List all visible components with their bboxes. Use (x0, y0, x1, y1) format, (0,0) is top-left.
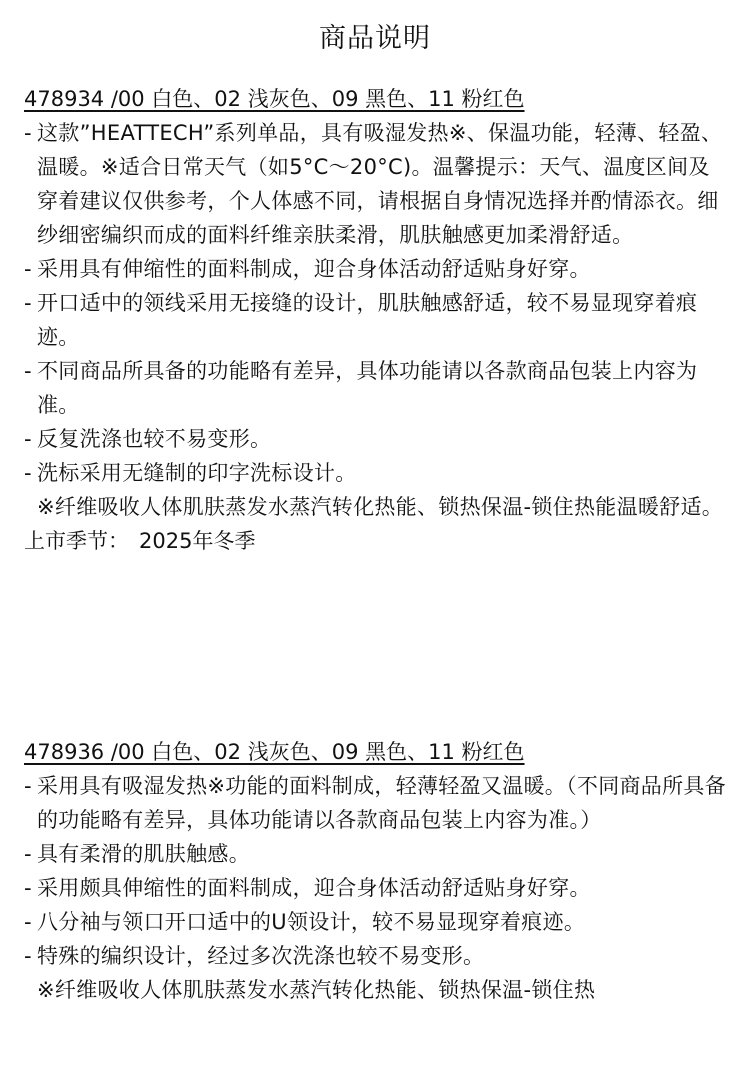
feature-text: 这款”HEATTECH”系列单品，具有吸湿发热※、保温功能，轻薄、轻盈、温暖。※适合日常天气（如5°C～20°C)。温馨提示：天气、温度区间及穿着建议仅供参考，个人体感不同，请根据自身情况选择并酌情添衣。细纱细密编织而成的面料纤维亲肤柔滑，肌肤触感更加柔滑舒适。 (37, 121, 723, 247)
feature-text: 洗标采用无缝制的印字洗标设计。 (37, 461, 357, 485)
feature-list (24, 769, 726, 973)
feature-item (24, 422, 726, 456)
feature-item (24, 939, 726, 973)
bullet-dash: - (24, 944, 32, 968)
bullet-dash: - (24, 910, 32, 934)
feature-text: 具有柔滑的肌肤触感。 (37, 842, 250, 866)
bullet-dash: - (24, 461, 32, 485)
feature-text: 采用具有吸湿发热※功能的面料制成，轻薄轻盈又温暖。（不同商品所具备的功能略有差异，具体功能请以各款商品包装上内容为准。） (37, 774, 726, 832)
feature-text: 开口适中的领线采用无接缝的设计，肌肤触感舒适，较不易显现穿着痕迹。 (37, 291, 698, 349)
bullet-dash: - (24, 359, 32, 383)
product-section-478934 (24, 82, 726, 558)
footnote-text: ※纤维吸收人体肌肤蒸发水蒸汽转化热能、锁热保温-锁住热能温暖舒适。 (37, 495, 724, 519)
feature-item (24, 769, 726, 837)
season-value: 2025年冬季 (139, 529, 256, 553)
feature-item (24, 456, 726, 490)
bullet-dash: - (24, 427, 32, 451)
feature-item (24, 905, 726, 939)
feature-text: 八分袖与领口开口适中的U领设计，较不易显现穿着痕迹。 (37, 910, 586, 934)
feature-text: 特殊的编织设计，经过多次洗涤也较不易变形。 (37, 944, 485, 968)
bullet-dash: - (24, 257, 32, 281)
feature-list (24, 116, 726, 490)
feature-item (24, 116, 726, 252)
footnote-text: ※纤维吸收人体肌肤蒸发水蒸汽转化热能、锁热保温-锁住热 (37, 978, 596, 1002)
product-code-heading: 478934 /00 白色、02 浅灰色、09 黑色、11 粉红色 (24, 87, 525, 111)
bullet-dash: - (24, 842, 32, 866)
page-title: 商品说明 (319, 23, 431, 54)
bullet-dash: - (24, 121, 32, 145)
feature-text: 采用颇具伸缩性的面料制成，迎合身体活动舒适贴身好穿。 (37, 876, 591, 900)
bullet-dash: - (24, 876, 32, 900)
feature-text: 采用具有伸缩性的面料制成，迎合身体活动舒适贴身好穿。 (37, 257, 591, 281)
feature-item (24, 871, 726, 905)
bullet-dash: - (24, 774, 32, 798)
launch-season (24, 524, 726, 558)
feature-item (24, 252, 726, 286)
product-code-heading: 478936 /00 白色、02 浅灰色、09 黑色、11 粉红色 (24, 740, 525, 764)
feature-item (24, 354, 726, 422)
bullet-dash: - (24, 291, 32, 315)
feature-text: 反复洗涤也较不易变形。 (37, 427, 272, 451)
season-label: 上市季节： (24, 529, 129, 553)
feature-item (24, 837, 726, 871)
product-section-478936 (24, 735, 726, 1007)
feature-item (24, 286, 726, 354)
feature-text: 不同商品所具备的功能略有差异，具体功能请以各款商品包装上内容为准。 (37, 359, 698, 417)
